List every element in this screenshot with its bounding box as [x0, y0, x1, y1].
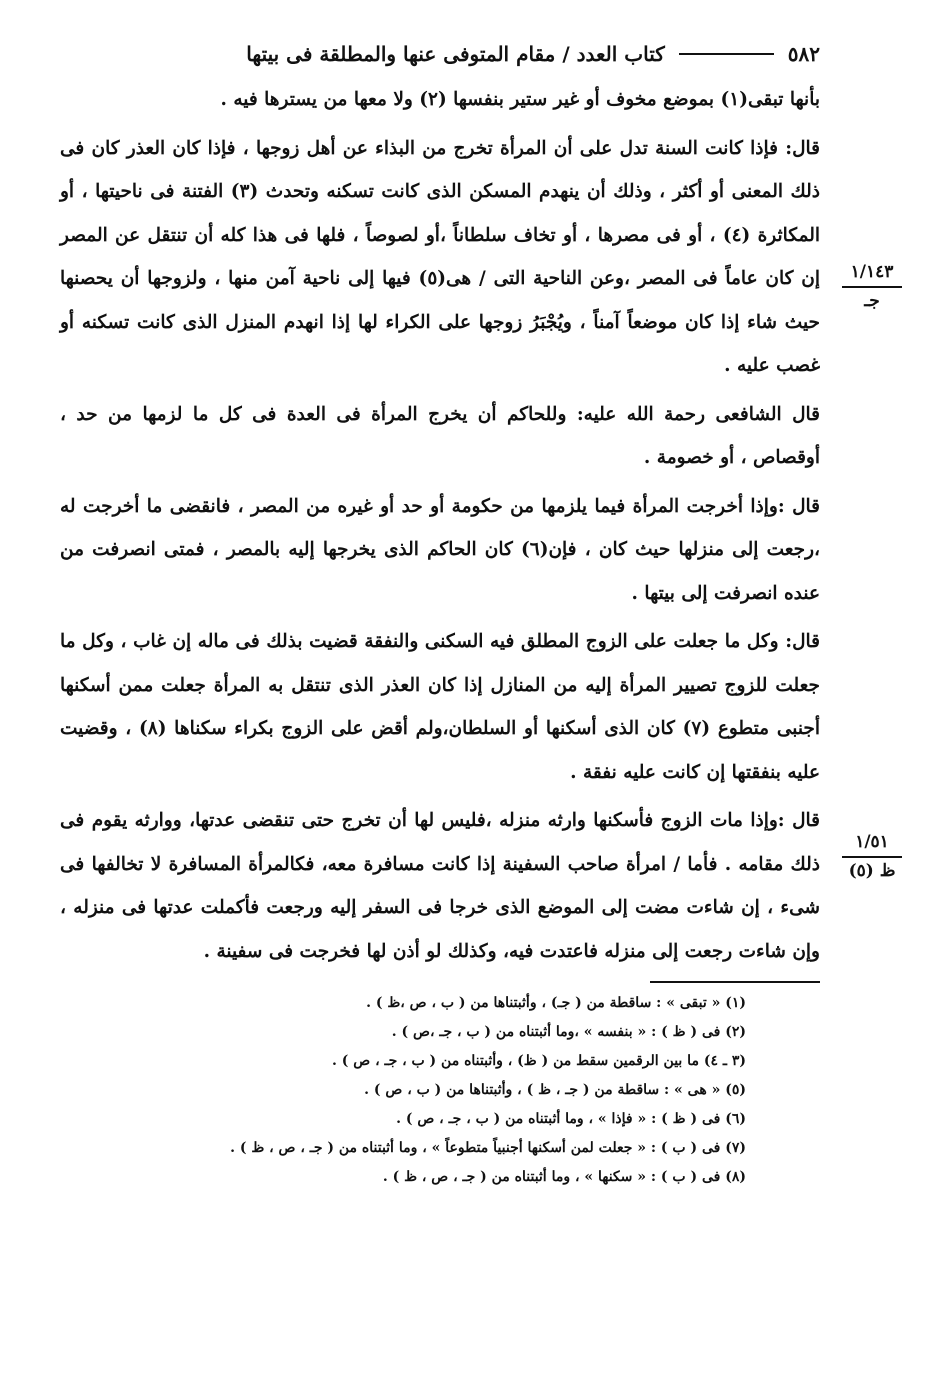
margin-manuscript-ref: [842, 262, 902, 311]
footnote: (١) « تبقى » : ساقطة من ( جـ) ، وأثبتناها من ( ب ، ص ،ظ ) .: [366, 995, 746, 1011]
paragraph-text: فإذا كانت السنة تدل على أن المرأة تخرج من البذاء عن أهل زوجها ، فإذا كان العذر كان فى ذلك المعنى أو أكثر ، وذلك أن ينهدم المسكن الذى كانت تسكنه وتحدث (٣) الفتنة فى ناحيتها ، أو المكاثرة (٤) ، أو فى مصرها ، أو تخاف سلطاناً ،أو لصوصاً ، فلها فى هذا كله أن تنتقل عن المصر إن كان عاماً فى المصر ،وعن الناحية التى / هى(٥) فيها إلى ناحية آمن منها ، ولزوجها أن يحصنها حيث شاء إذا كان موضعاً آمناً ، ويُجْبَرُ زوجها على الكراء لها إذا انهدم المنزل الذى كانت تسكنه أو غصب عليه .: [60, 137, 821, 376]
page-number: ٥٨٢: [787, 42, 820, 66]
paragraph: [60, 78, 820, 122]
margin-ref-folio: ١/٥١: [842, 832, 902, 858]
paragraph: [60, 127, 820, 388]
paragraph-lead: قال:: [785, 631, 820, 652]
paragraph-lead: قال الشافعى: [715, 403, 820, 425]
footnotes: [60, 989, 820, 1192]
footnote: (٢) فى ( ظ ) : « بنفسه » ،وما أثبتناه من ( ب ، جـ ،ص ) .: [391, 1024, 746, 1040]
paragraph-text: بأنها تبقى(١) بموضع مخوف أو غير ستير بنفسها (٢) ولا معها من يسترها فيه .: [220, 89, 820, 110]
paragraph-text: رحمة الله عليه: وللحاكم أن يخرج المرأة فى العدة فى كل ما لزمها من حد ، أوقصاص ، أو خصومة .: [60, 403, 820, 468]
paragraph: [60, 799, 820, 973]
main-text: [60, 78, 820, 973]
book-page: [60, 30, 820, 1192]
footnote: (٧) فى ( ب ) : « جعلت لمن أسكنها أجنبياً متطوعاً » ، وما أثبتناه من ( جـ ، ص ، ظ ) .: [230, 1140, 746, 1156]
paragraph-lead: قال: [792, 495, 820, 517]
margin-ref-folio: ١/١٤٣: [842, 262, 902, 288]
footnote: (٦) فى ( ظ ) : « فإذا » ، وما أثبتناه من ( ب ، جـ ، ص ) .: [396, 1111, 746, 1127]
footnote: (٨) فى ( ب ) : « سكنها » ، وما أثبتناه من ( جـ ، ص ، ظ ) .: [382, 1169, 746, 1185]
header-rule: [679, 53, 774, 55]
footnote: (٥) « هى » : ساقطة من ( جـ ، ظ ) ، وأثبتناها من ( ب ، ص ) .: [364, 1082, 746, 1098]
paragraph-lead: قال:: [785, 137, 820, 159]
paragraph-text: :وإذا مات الزوج فأسكنها وارثه منزله ،فليس لها أن تخرج حتى تنقضى عدتها، ووارثه يقوم فى ذلك مقامه . فأما / امرأة صاحب السفينة إذا كانت مسافرة معه، فكالمرأة المسافرة لا تخالفها فى شىء ، إن شاءت مضت إلى الموضع الذى خرجا فى السفر إليه ورجعت فأكملت عدتها فى منزله ، وإن شاءت رجعت إلى منزله فاعتدت فيه، وكذلك لو أذن لها فخرجت فى سفينة .: [60, 810, 820, 962]
paragraph: [60, 620, 820, 794]
margin-ref-siglum: ظ (٥): [848, 861, 896, 881]
paragraph-text: وكل ما جعلت على الزوج المطلق فيه السكنى والنفقة قضيت بذلك فى ماله إن غاب ، وكل ما جعلت للزوج تصيير المرأة إليه من المنازل إذا كان العذر الذى تنتقل به المرأة جعلت ممن أسكنها أجنبى متطوع (٧) كان الذى أسكنها أو السلطان،ولم أقض على الزوج بكراء سكناها (٨) ، وقضيت عليه بنفقتها إن كانت عليه نفقة .: [60, 631, 820, 783]
running-title: كتاب العدد / مقام المتوفى عنها والمطلقة فى بيتها: [246, 42, 665, 66]
footnote-separator: [650, 981, 820, 983]
paragraph-text: :وإذا أخرجت المرأة فيما يلزمها من حكومة أو حد أو غيره من المصر ، فانقضى ما أخرجت له ،رجعت إلى منزلها حيث كان ، فإن(٦) كان الحاكم الذى يخرجها إليه بالمصر ، فمتى انصرفت من عنده انصرفت إلى بيتها .: [60, 495, 820, 604]
footnote: (٣ ـ ٤) ما بين الرقمين سقط من ( ظ) ، وأثبتناه من ( ب ، جـ ، ص ) .: [332, 1053, 746, 1069]
paragraph-lead: قال: [792, 810, 820, 831]
running-header: [60, 30, 820, 78]
paragraph: [60, 393, 820, 480]
margin-manuscript-ref: [842, 832, 902, 881]
margin-ref-siglum: جـ: [864, 291, 880, 311]
paragraph: [60, 485, 820, 616]
